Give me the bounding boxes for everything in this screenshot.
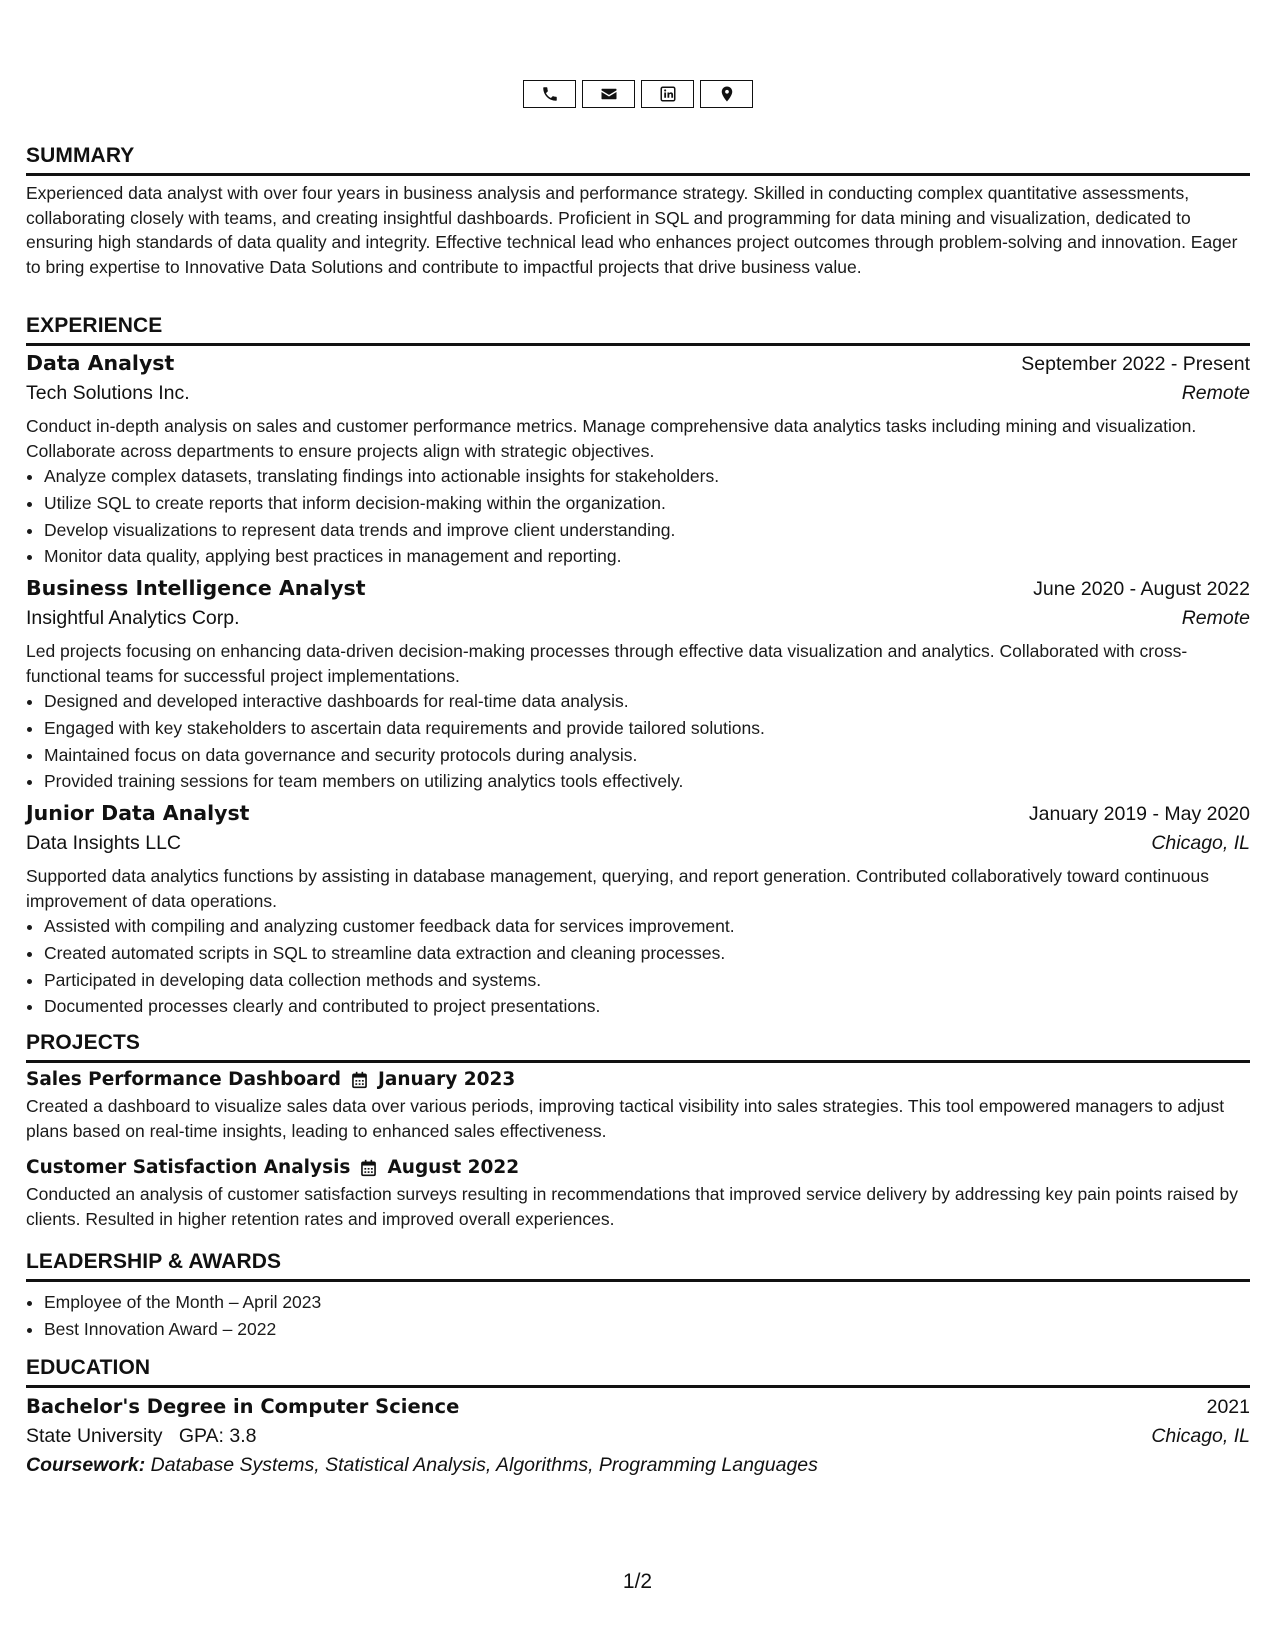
list-item: • Engaged with key stakeholders to ascertain data requirements and provide tailored solutions. — [44, 715, 1250, 742]
section-title: PROJECTS — [26, 1031, 140, 1054]
job-dates: June 2020 - August 2022 — [1033, 578, 1250, 600]
calendar-icon — [351, 1071, 368, 1089]
job-entry — [26, 801, 1250, 1020]
calendar-icon — [360, 1159, 377, 1177]
company-name: Insightful Analytics Corp. — [26, 607, 240, 629]
coursework-list: Database Systems, Statistical Analysis, Algorithms, Programming Languages — [150, 1454, 818, 1476]
linkedin-icon[interactable] — [641, 80, 694, 108]
section-title: LEADERSHIP & AWARDS — [26, 1250, 282, 1273]
section-divider — [26, 1385, 1250, 1388]
summary-section — [26, 143, 1250, 279]
project-entry — [26, 1069, 1250, 1143]
projects-section — [26, 1030, 1250, 1063]
list-item: • Participated in developing data collection methods and systems. — [44, 967, 1250, 994]
company-name: Data Insights LLC — [26, 832, 182, 854]
summary-text: Experienced data analyst with over four years in business analysis and performance strategy. Skilled in conducting complex quantitative assessments, collaborating closely with teams, and creating insightful dashboards. Proficient in SQL and programming for data mining and visualization, dedicated to ensuring high standards of data quality and integrity. Effective technical lead who enhances project outcomes through problem-solving and innovation. Eager to bring expertise to Innovative Data Solutions and contribute to impactful projects that drive business value. — [26, 183, 1238, 277]
section-divider — [26, 1279, 1250, 1282]
job-bullets — [26, 688, 1250, 795]
job-location: Remote — [1181, 607, 1250, 629]
job-entry — [26, 351, 1250, 570]
school-name: State University — [26, 1425, 163, 1447]
coursework-label: Coursework: — [26, 1454, 146, 1476]
project-date: January 2023 — [377, 1069, 516, 1090]
section-title: EXPERIENCE — [26, 314, 163, 337]
degree-title: Bachelor's Degree in Computer Science — [26, 1395, 460, 1418]
list-item: • Monitor data quality, applying best practices in management and reporting. — [44, 543, 1250, 570]
section-title: EDUCATION — [26, 1356, 151, 1379]
page-number: 1/2 — [622, 1570, 653, 1593]
project-date: August 2022 — [387, 1157, 520, 1178]
graduation-year: 2021 — [1206, 1396, 1250, 1418]
list-item: • Assisted with compiling and analyzing customer feedback data for services improvement. — [44, 913, 1250, 940]
section-divider — [26, 173, 1250, 176]
envelope-icon[interactable] — [582, 80, 635, 108]
list-item: • Best Innovation Award – 2022 — [44, 1316, 1250, 1343]
awards-list — [26, 1289, 1250, 1343]
job-title: Junior Data Analyst — [26, 801, 250, 825]
project-description: Created a dashboard to visualize sales data over various periods, improving tactical visibility into sales strategies. This tool empowered managers to adjust plans based on real-time insights, leading to enhanced sales effectiveness. — [26, 1096, 1225, 1141]
coursework — [26, 1454, 1250, 1477]
experience-section — [26, 313, 1250, 346]
section-title: SUMMARY — [26, 144, 135, 167]
job-description: Conduct in-depth analysis on sales and customer performance metrics. Manage comprehensive data analytics tasks including mining and visualization. Collaborate across departments to ensure projects align with strategic objectives. — [26, 416, 1197, 461]
list-item: • Designed and developed interactive dashboards for real-time data analysis. — [44, 688, 1250, 715]
phone-icon[interactable] — [523, 80, 576, 108]
job-location: Remote — [1181, 382, 1250, 404]
job-bullets — [26, 463, 1250, 570]
awards-section — [26, 1249, 1250, 1343]
company-name: Tech Solutions Inc. — [26, 382, 190, 404]
list-item: • Develop visualizations to represent data trends and improve client understanding. — [44, 517, 1250, 544]
job-location: Chicago, IL — [1151, 832, 1250, 854]
job-dates: September 2022 - Present — [1021, 353, 1250, 375]
list-item: • Created automated scripts in SQL to streamline data extraction and cleaning processes. — [44, 940, 1250, 967]
job-description: Led projects focusing on enhancing data-driven decision-making processes through effective data visualization and analytics. Collaborated with cross-functional teams for successful project implementations. — [26, 641, 1188, 686]
location-pin-icon[interactable] — [700, 80, 753, 108]
list-item: • Employee of the Month – April 2023 — [44, 1289, 1250, 1316]
project-description: Conducted an analysis of customer satisfaction surveys resulting in recommendations that improved service delivery by addressing key pain points raised by clients. Resulted in higher retention rates and improved overall experiences. — [26, 1184, 1238, 1229]
section-divider — [26, 1060, 1250, 1063]
job-title: Business Intelligence Analyst — [26, 576, 366, 600]
list-item: • Provided training sessions for team members on utilizing analytics tools effectively. — [44, 768, 1250, 795]
contact-icons — [26, 80, 1250, 108]
gpa: GPA: 3.8 — [178, 1425, 257, 1447]
list-item: • Documented processes clearly and contributed to project presentations. — [44, 993, 1250, 1020]
job-bullets — [26, 913, 1250, 1020]
school-location: Chicago, IL — [1151, 1425, 1250, 1447]
project-entry — [26, 1157, 1250, 1231]
list-item: • Utilize SQL to create reports that inform decision-making within the organization. — [44, 490, 1250, 517]
education-section — [26, 1355, 1250, 1477]
job-entry — [26, 576, 1250, 795]
project-title: Customer Satisfaction Analysis — [26, 1157, 351, 1178]
job-title: Data Analyst — [26, 351, 175, 375]
job-description: Supported data analytics functions by assisting in database management, querying, and report generation. Contributed collaboratively toward continuous improvement of data operations. — [26, 866, 1209, 911]
project-title: Sales Performance Dashboard — [26, 1069, 341, 1090]
list-item: • Maintained focus on data governance and security protocols during analysis. — [44, 742, 1250, 769]
job-dates: January 2019 - May 2020 — [1028, 803, 1250, 825]
section-divider — [26, 343, 1250, 346]
list-item: • Analyze complex datasets, translating findings into actionable insights for stakeholders. — [44, 463, 1250, 490]
